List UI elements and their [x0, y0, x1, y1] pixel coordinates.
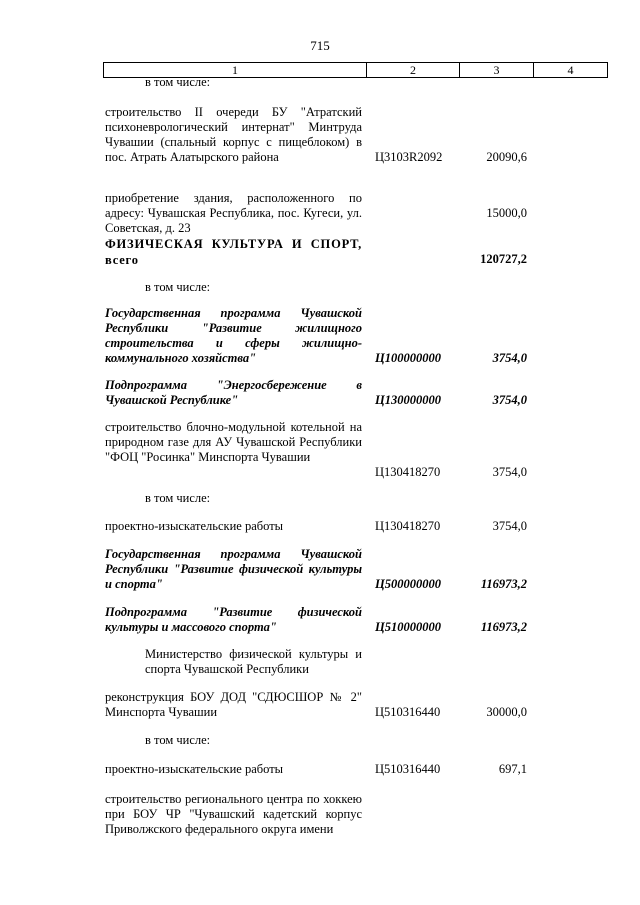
- row-amount: 116973,2: [480, 577, 527, 591]
- row-code: Ц510000000: [375, 620, 441, 634]
- row-text: в том числе:: [145, 733, 211, 747]
- row-text: в том числе:: [145, 491, 211, 505]
- page-number: 715: [310, 38, 330, 53]
- row-code: Ц510316440: [375, 705, 441, 719]
- row-code: Ц130000000: [375, 393, 441, 407]
- program-title: Государственная программа Чувашской Республики "Развитие жилищного строительства и сферы жилищно-коммунального хозяйства": [105, 306, 362, 365]
- row-text: в том числе:: [145, 75, 211, 89]
- row-text: строительство II очереди БУ "Атратский психоневрологический интернат" Минтруда Чувашии (спальный корпус с пищеблоком) в пос. Атрать Алатырского района: [105, 105, 362, 164]
- row-amount: 3754,0: [492, 393, 527, 407]
- row-amount: 15000,0: [486, 206, 527, 220]
- header-col-1: 1: [232, 63, 238, 77]
- row-text: реконструкция БОУ ДОД "СДЮСШОР № 2" Минспорта Чувашии: [105, 690, 362, 719]
- row-code: Ц510316440: [375, 762, 441, 776]
- row-amount: 20090,6: [486, 150, 527, 164]
- row-text: приобретение здания, расположенного по адресу: Чувашская Республика, пос. Кугеси, ул. Советская, д. 23: [105, 191, 362, 235]
- row-amount: 30000,0: [486, 705, 527, 719]
- program-title: Государственная программа Чувашской Республики "Развитие физической культуры и спорта": [105, 547, 362, 591]
- row-text: строительство регионального центра по хоккею при БОУ ЧР "Чувашский кадетский корпус Приволжского федерального округа имени: [105, 792, 362, 836]
- section-total: 120727,2: [480, 252, 527, 266]
- row-amount: 3754,0: [492, 519, 527, 533]
- row-amount: 116973,2: [480, 620, 527, 634]
- row-text: проектно-изыскательские работы: [105, 519, 284, 533]
- row-amount: 697,1: [498, 762, 527, 776]
- header-col-2: 2: [410, 63, 416, 77]
- subprogram-title: Подпрограмма "Развитие физической культуры и массового спорта": [105, 605, 362, 634]
- row-code: Ц3103R2092: [375, 150, 443, 164]
- row-code: Ц130418270: [375, 519, 441, 533]
- row-code: Ц130418270: [375, 465, 441, 479]
- row-text: Министерство физической культуры и спорта Чувашской Республики: [145, 647, 362, 676]
- header-col-3: 3: [493, 63, 500, 77]
- row-text: проектно-изыскательские работы: [105, 762, 284, 776]
- header-col-4: 4: [567, 63, 574, 77]
- row-amount: 3754,0: [492, 465, 527, 479]
- section-title: ФИЗИЧЕСКАЯ КУЛЬТУРА И СПОРТ, всего: [105, 237, 362, 267]
- row-text: строительство блочно-модульной котельной на природном газе для АУ Чувашской Республики "ФОЦ "Росинка" Минспорта Чувашии: [105, 420, 362, 464]
- row-code: Ц500000000: [375, 577, 441, 591]
- subprogram-title: Подпрограмма "Энергосбережение в Чувашской Республике": [105, 378, 362, 407]
- row-text: в том числе:: [145, 280, 211, 294]
- row-amount: 3754,0: [492, 351, 527, 365]
- row-code: Ц100000000: [375, 351, 441, 365]
